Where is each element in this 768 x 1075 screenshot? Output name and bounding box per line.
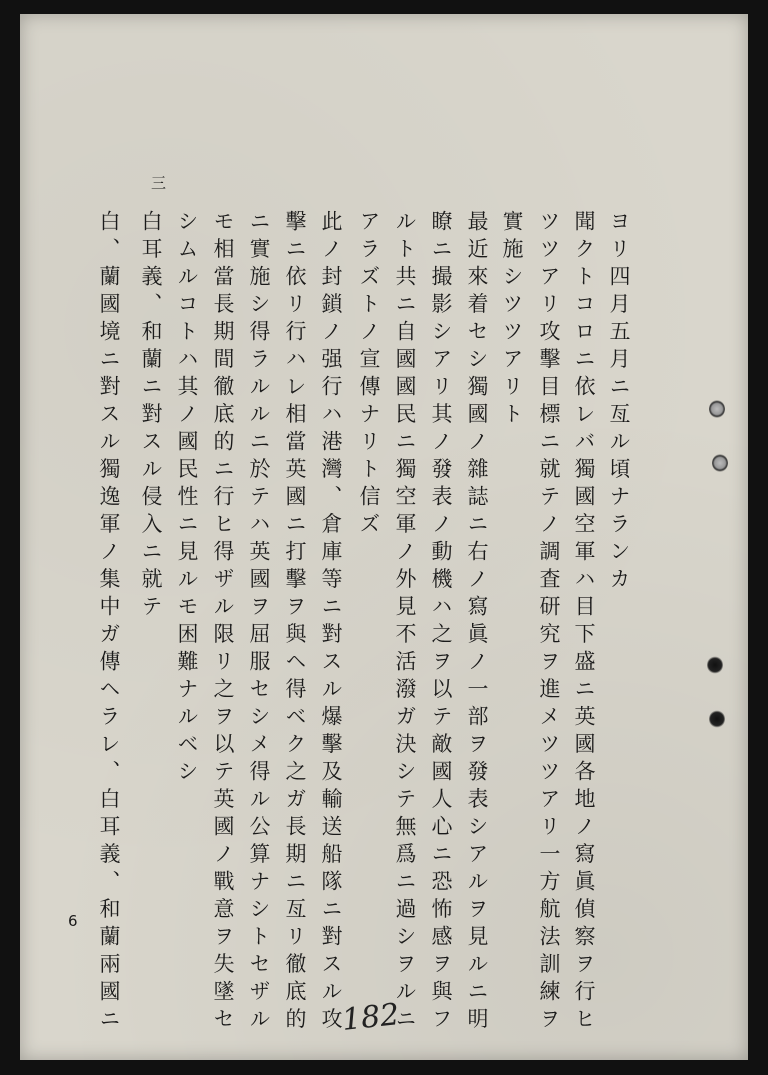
punch-hole-mark (712, 454, 728, 472)
punch-hole-mark (709, 400, 725, 418)
text-column: モ相當長期間徹底的ニ行ヒ得ザル限リ之ヲ以テ英國ノ戰意ヲ失墜セ (211, 210, 235, 1035)
text-column: 此ノ封鎖ノ强行ハ港灣、倉庫等ニ對スル爆擊及輸送船隊ニ對スル攻 (319, 210, 343, 1035)
text-column: ルト共ニ自國國民ニ獨空軍ノ外見不活潑ガ決シテ無爲ニ過シヲルニ (393, 210, 417, 1035)
text-column: 瞭ニ撮影シアリ其ノ發表ノ動機ハ之ヲ以テ敵國人心ニ恐怖感ヲ與フ (429, 210, 453, 1035)
text-column: シムルコトハ其ノ國民性ニ見ルモ困難ナルベシ (175, 210, 199, 788)
text-column: ツツアリ攻擊目標ニ就テノ調査研究ヲ進メツツアリ一方航法訓練ヲ (537, 210, 561, 1035)
punch-hole-mark (709, 710, 725, 728)
text-column: 實施シツツアリト (500, 210, 524, 430)
section-marker: 三 (151, 174, 167, 192)
text-column: 白、蘭國境ニ對スル獨逸軍ノ集中ガ傳ヘラレ、白耳義、和蘭兩國ニ (97, 210, 121, 1035)
punch-hole-mark (707, 656, 723, 674)
text-column: 擊ニ依リ行ハレ相當英國ニ打擊ヲ與ヘ得ベク之ガ長期ニ亙リ徹底的 (283, 210, 307, 1035)
handwritten-folio: 182 (340, 997, 401, 1038)
text-column: アラズトノ宣傳ナリト信ズ (357, 210, 381, 540)
text-column: ニ實施シ得ラルルニ於テハ英國ヲ屈服セシメ得ル公算ナシトセザル (247, 210, 271, 1035)
text-column: 最近來着セシ獨國ノ雜誌ニ右ノ寫眞ノ一部ヲ發表シアルヲ見ルニ明 (465, 210, 489, 1035)
text-column: 聞クトコロニ依レバ獨國空軍ハ目下盛ニ英國各地ノ寫眞偵察ヲ行ヒ (572, 210, 596, 1035)
page-number: 6 (68, 912, 78, 930)
text-column: ヨリ四月五月ニ亙ル頃ナランカ (607, 210, 631, 595)
document-page (20, 14, 748, 1060)
section-heading: 白耳義、和蘭ニ對スル侵入ニ就テ (139, 210, 163, 623)
